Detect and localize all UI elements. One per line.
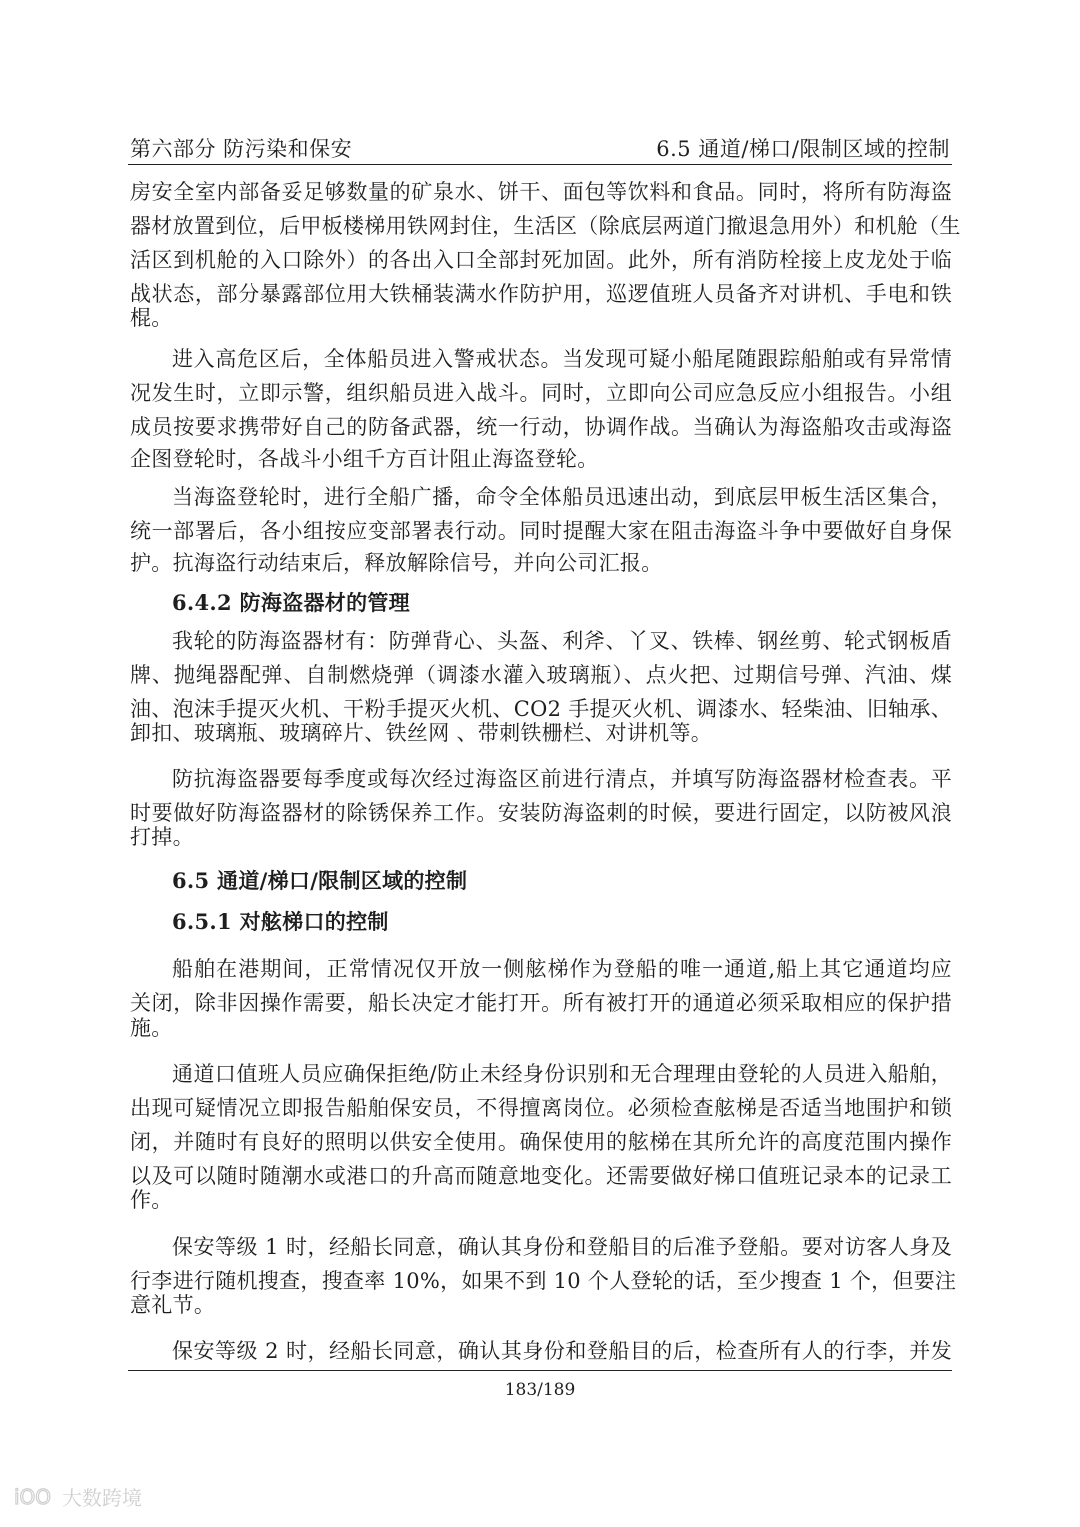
text-line: 我轮的防海盗器材有：防弹背心、头盔、利斧、丫叉、铁棒、钢丝剪、轮式钢板盾 <box>172 629 952 653</box>
watermark-logo-icon <box>14 1485 56 1509</box>
watermark <box>14 1482 142 1511</box>
text-line: 房安全室内部备妥足够数量的矿泉水、饼干、面包等饮料和食品。同时，将所有防海盗 <box>130 180 952 204</box>
text-line: 企图登轮时，各战斗小组千方百计阻止海盗登轮。 <box>130 447 599 471</box>
text-line: 统一部署后，各小组按应变部署表行动。同时提醒大家在阻击海盗斗争中要做好自身保 <box>130 519 952 543</box>
section-heading-6-5: 6.5 通道/梯口/限制区域的控制 <box>172 868 468 893</box>
text-line: 打掉。 <box>130 825 194 849</box>
text-line: 保安等级 2 时，经船长同意，确认其身份和登船目的后，检查所有人的行李，并发 <box>172 1339 952 1363</box>
text-line: 战状态，部分暴露部位用大铁桶装满水作防护用，巡逻值班人员备齐对讲机、手电和铁 <box>130 282 952 306</box>
header-rule <box>128 164 952 165</box>
text-line: 行李进行随机搜查，搜查率 10%，如果不到 10 个人登轮的话，至少搜查 1 个，但要注 <box>130 1269 957 1293</box>
text-line: 以及可以随时随潮水或港口的升高而随意地变化。还需要做好梯口值班记录本的记录工 <box>130 1164 952 1188</box>
text-line: 卸扣、玻璃瓶、玻璃碎片、铁丝网 、带刺铁栅栏、对讲机等。 <box>130 721 713 745</box>
text-line: 当海盗登轮时，进行全船广播，命令全体船员迅速出动，到底层甲板生活区集合， <box>172 485 952 509</box>
running-header-section: 第六部分 防污染和保安 <box>130 137 353 161</box>
section-heading-6-5-1: 6.5.1 对舷梯口的控制 <box>172 909 389 934</box>
text-line: 通道口值班人员应确保拒绝/防止未经身份识别和无合理理由登轮的人员进入船舶， <box>172 1062 952 1086</box>
page-number: 183/189 <box>504 1380 576 1400</box>
text-line: 施。 <box>130 1016 173 1040</box>
text-line: 出现可疑情况立即报告船舶保安员，不得擅离岗位。必须检查舷梯是否适当地围护和锁 <box>130 1096 952 1120</box>
footer-rule <box>128 1370 952 1371</box>
text-line: 牌、抛绳器配弹、自制燃烧弹（调漆水灌入玻璃瓶）、点火把、过期信号弹、汽油、煤 <box>130 663 952 687</box>
text-line: 防抗海盗器要每季度或每次经过海盗区前进行清点，并填写防海盗器材检查表。平 <box>172 767 952 791</box>
text-line: 器材放置到位，后甲板楼梯用铁网封住，生活区（除底层两道门撤退急用外）和机舱（生 <box>130 214 961 238</box>
text-line: 保安等级 1 时，经船长同意，确认其身份和登船目的后准予登船。要对访客人身及 <box>172 1235 952 1259</box>
text-line: 棍。 <box>130 306 173 330</box>
running-header-title: 6.5 通道/梯口/限制区域的控制 <box>656 137 950 161</box>
text-line: 活区到机舱的入口除外）的各出入口全部封死加固。此外，所有消防栓接上皮龙处于临 <box>130 248 952 272</box>
text-line: 闭，并随时有良好的照明以供安全使用。确保使用的舷梯在其所允许的高度范围内操作 <box>130 1130 952 1154</box>
text-line: 作。 <box>130 1188 173 1212</box>
text-line: 时要做好防海盗器材的除锈保养工作。安装防海盗刺的时候，要进行固定，以防被风浪 <box>130 801 952 825</box>
text-line: 况发生时，立即示警，组织船员进入战斗。同时，立即向公司应急反应小组报告。小组 <box>130 381 952 405</box>
text-line: 船舶在港期间，正常情况仅开放一侧舷梯作为登船的唯一通道,船上其它通道均应 <box>172 957 952 981</box>
text-line: 护。抗海盗行动结束后，释放解除信号，并向公司汇报。 <box>130 551 663 575</box>
svg-text:iOO: iOO <box>14 1484 52 1509</box>
text-line: 油、泡沫手提灭火机、干粉手提灭火机、CO2 手提灭火机、调漆水、轻柴油、旧轴承、 <box>130 697 952 721</box>
text-line: 进入高危区后，全体船员进入警戒状态。当发现可疑小船尾随跟踪船舶或有异常情 <box>172 347 952 371</box>
watermark-text: 大数跨境 <box>62 1486 142 1510</box>
section-heading-6-4-2: 6.4.2 防海盗器材的管理 <box>172 590 410 615</box>
text-line: 关闭，除非因操作需要，船长决定才能打开。所有被打开的通道必须采取相应的保护措 <box>130 991 952 1015</box>
text-line: 意礼节。 <box>130 1293 216 1317</box>
text-line: 成员按要求携带好自己的防备武器，统一行动，协调作战。当确认为海盗船攻击或海盗 <box>130 415 952 439</box>
